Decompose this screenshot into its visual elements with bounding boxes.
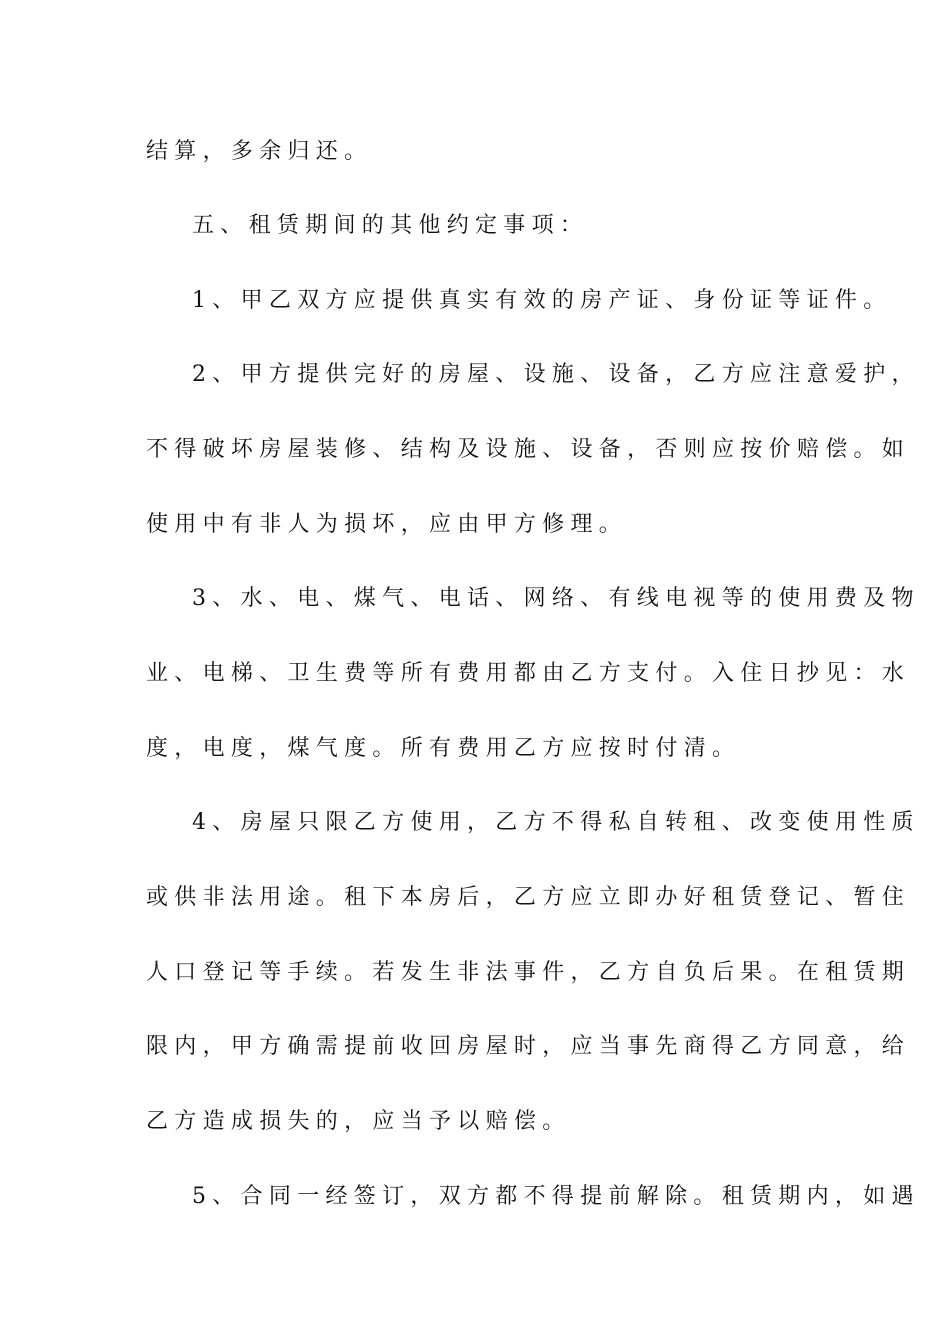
text-line: 5、合同一经签订，双方都不得提前解除。租赁期内，如遇 xyxy=(192,1184,920,1209)
text-line: 或供非法用途。租下本房后，乙方应立即办好租赁登记、暂住 xyxy=(146,885,911,910)
text-line: 不得破坏房屋装修、结构及设施、设备，否则应按价赔偿。如 xyxy=(146,437,911,462)
text-line: 使用中有非人为损坏，应由甲方修理。 xyxy=(146,512,628,537)
text-line: 度，电度，煤气度。所有费用乙方应按时付清。 xyxy=(146,736,741,761)
text-line: 3、水、电、煤气、电话、网络、有线电视等的使用费及物 xyxy=(192,586,920,611)
text-line: 1、甲乙双方应提供真实有效的房产证、身份证等证件。 xyxy=(192,288,892,313)
text-line: 2、甲方提供完好的房屋、设施、设备，乙方应注意爱护， xyxy=(192,362,920,387)
text-line: 人口登记等手续。若发生非法事件，乙方自负后果。在租赁期 xyxy=(146,960,911,985)
section-heading: 五、租赁期间的其他约定事项： xyxy=(192,213,589,238)
text-line: 4、房屋只限乙方使用，乙方不得私自转租、改变使用性质 xyxy=(192,810,920,835)
text-line: 限内，甲方确需提前收回房屋时，应当事先商得乙方同意，给 xyxy=(146,1034,911,1059)
text-line: 业、电梯、卫生费等所有费用都由乙方支付。入住日抄见：水 xyxy=(146,661,911,686)
text-line: 结算，多余归还。 xyxy=(146,139,373,164)
text-line: 乙方造成损失的，应当予以赔偿。 xyxy=(146,1109,571,1134)
